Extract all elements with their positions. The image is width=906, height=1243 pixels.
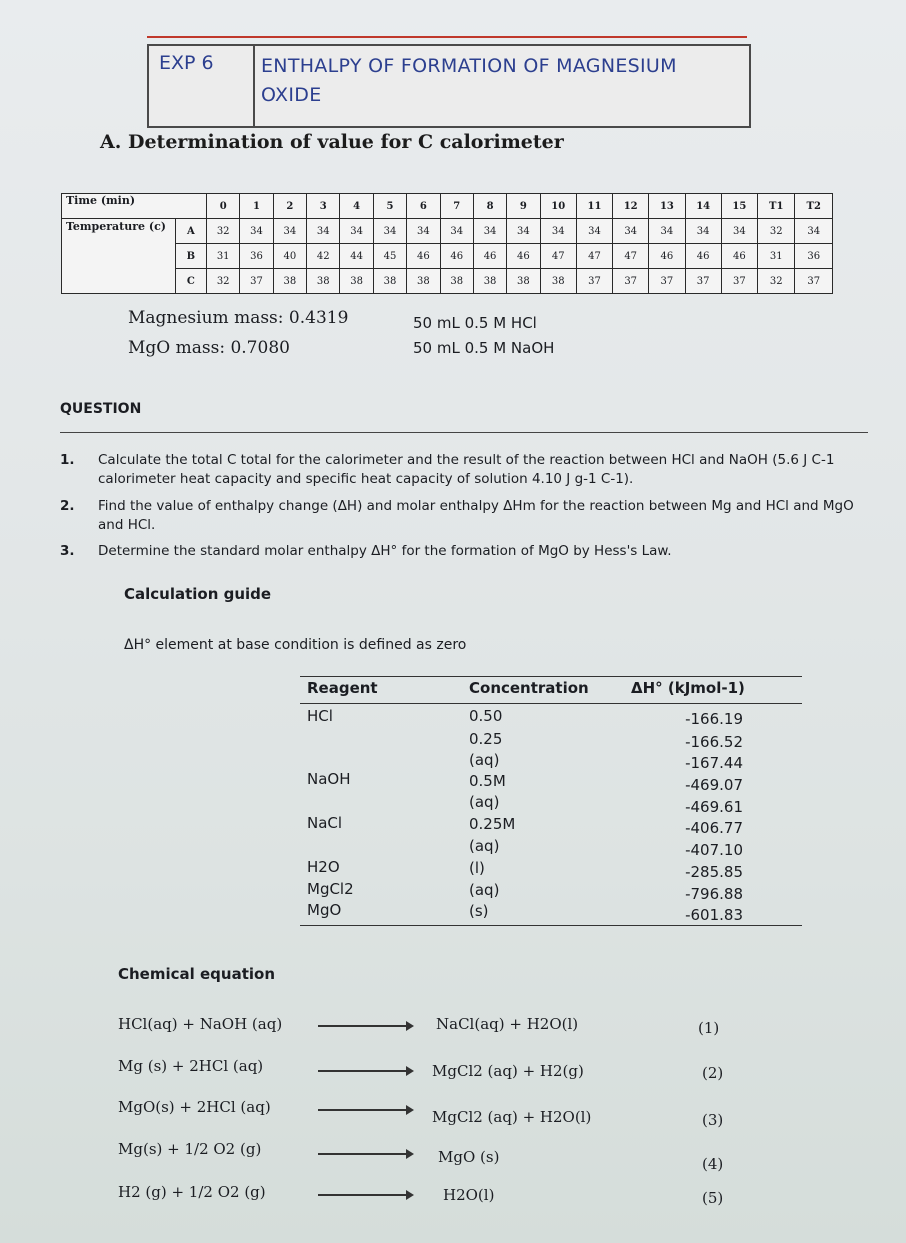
equation-lhs: Mg(s) + 1/2 O2 (g): [118, 1140, 262, 1158]
reagent-name: H2O: [307, 858, 340, 876]
time-header: 11: [576, 194, 612, 219]
equation-lhs: MgO(s) + 2HCl (aq): [118, 1098, 271, 1116]
table-cell: 37: [613, 269, 649, 294]
reagent-enthalpy: -167.44: [685, 754, 743, 772]
question-text: Determine the standard molar enthalpy ΔH° for the formation of MgO by Hess's Law.: [98, 543, 672, 559]
equation-number: (5): [702, 1189, 724, 1207]
table-cell: 34: [795, 219, 833, 244]
equation-number: (3): [702, 1111, 724, 1129]
table-cell: 34: [307, 219, 340, 244]
equation-lhs: Mg (s) + 2HCl (aq): [118, 1057, 264, 1075]
reaction-arrow-icon: [318, 1025, 412, 1027]
equation-rhs: H2O(l): [443, 1186, 495, 1204]
question-text: Find the value of enthalpy change (ΔH) and molar enthalpy ΔHm for the reaction between Mg and HCl and MgO and HCl.: [98, 498, 854, 533]
equation-lhs: H2 (g) + 1/2 O2 (g): [118, 1183, 266, 1201]
table-cell: 42: [307, 244, 340, 269]
mgo-mass: MgO mass: 0.7080: [128, 338, 290, 358]
time-header: T1: [758, 194, 795, 219]
table-cell: 44: [340, 244, 373, 269]
table-cell: 38: [473, 269, 506, 294]
table-row: [62, 244, 833, 269]
time-header: 0: [207, 194, 240, 219]
table-cell: 37: [795, 269, 833, 294]
reagent-name: MgCl2: [307, 880, 354, 898]
table-cell: 47: [540, 244, 576, 269]
question-heading: QUESTION: [60, 401, 142, 417]
table-cell: 34: [613, 219, 649, 244]
reagent-name: NaCl: [307, 814, 343, 832]
time-header: 7: [440, 194, 473, 219]
table-cell: 38: [373, 269, 406, 294]
table-cell: 38: [407, 269, 440, 294]
equation-rhs: MgCl2 (aq) + H2O(l): [432, 1108, 592, 1126]
table-cell: 38: [273, 269, 306, 294]
time-header: 3: [307, 194, 340, 219]
table-cell: 46: [507, 244, 540, 269]
experiment-title: ENTHALPY OF FORMATION OF MAGNESIUM OXIDE: [261, 55, 677, 106]
table-cell: 34: [540, 219, 576, 244]
table-cell: 37: [576, 269, 612, 294]
table-cell: 46: [649, 244, 685, 269]
equation-lhs: HCl(aq) + NaOH (aq): [118, 1015, 283, 1033]
table-cell: 34: [721, 219, 757, 244]
reagent-table-top-rule: [300, 676, 802, 677]
reagent-concentration: (l): [469, 859, 485, 877]
table-cell: 37: [721, 269, 757, 294]
section-a-heading: A. Determination of value for C calorimeter: [100, 131, 564, 153]
table-cell: 36: [795, 244, 833, 269]
table-cell: 38: [340, 269, 373, 294]
table-cell: 32: [207, 269, 240, 294]
table-cell: 46: [685, 244, 721, 269]
table-cell: 46: [407, 244, 440, 269]
time-header: 9: [507, 194, 540, 219]
time-header: 2: [273, 194, 306, 219]
enthalpy-header: ΔH° (kJmol-1): [631, 679, 745, 697]
table-cell: 46: [440, 244, 473, 269]
reagent-name: HCl: [307, 707, 333, 725]
table-cell: 32: [758, 269, 795, 294]
reagent-table-header-rule: [300, 703, 802, 704]
row-label: A: [175, 219, 206, 244]
table-row: [62, 194, 833, 219]
question-number: 2.: [60, 498, 75, 514]
table-row: [62, 269, 833, 294]
table-cell: 34: [473, 219, 506, 244]
equation-number: (4): [702, 1155, 724, 1173]
reagent-enthalpy: -469.61: [685, 798, 743, 816]
table-cell: 38: [307, 269, 340, 294]
chemical-equation-heading: Chemical equation: [118, 965, 276, 983]
table-cell: 38: [440, 269, 473, 294]
table-cell: 34: [507, 219, 540, 244]
table-cell: 34: [240, 219, 273, 244]
header-top-rule: [147, 36, 747, 38]
table-cell: 34: [440, 219, 473, 244]
time-header: 6: [407, 194, 440, 219]
time-label: Time (min): [62, 194, 207, 219]
reagent-concentration: (aq): [469, 751, 500, 769]
reagent-concentration: (aq): [469, 837, 500, 855]
reagent-enthalpy: -166.52: [685, 733, 743, 751]
reagent-enthalpy: -406.77: [685, 819, 743, 837]
time-header: 10: [540, 194, 576, 219]
time-header: 12: [613, 194, 649, 219]
question-item: [60, 497, 870, 537]
reagent-concentration: 0.25M: [469, 815, 516, 833]
reagent-enthalpy: -166.19: [685, 710, 743, 728]
hcl-solution: 50 mL 0.5 M HCl: [413, 314, 537, 332]
table-cell: 37: [240, 269, 273, 294]
table-cell: 37: [649, 269, 685, 294]
reagent-enthalpy: -796.88: [685, 885, 743, 903]
table-cell: 47: [576, 244, 612, 269]
equation-rhs: MgO (s): [438, 1148, 500, 1166]
table-cell: 32: [207, 219, 240, 244]
table-cell: 32: [758, 219, 795, 244]
table-cell: 34: [576, 219, 612, 244]
table-cell: 34: [649, 219, 685, 244]
reaction-arrow-icon: [318, 1070, 412, 1072]
table-cell: 47: [613, 244, 649, 269]
reagent-enthalpy: -407.10: [685, 841, 743, 859]
row-label: B: [175, 244, 206, 269]
table-cell: 31: [758, 244, 795, 269]
reaction-arrow-icon: [318, 1153, 412, 1155]
reagent-enthalpy: -469.07: [685, 776, 743, 794]
time-header: 14: [685, 194, 721, 219]
reagent-concentration: (s): [469, 902, 489, 920]
table-cell: 45: [373, 244, 406, 269]
reagent-concentration: 0.5M: [469, 772, 506, 790]
table-cell: 34: [273, 219, 306, 244]
equation-number: (1): [698, 1019, 720, 1037]
experiment-header-box: [147, 44, 751, 128]
reaction-arrow-icon: [318, 1109, 412, 1111]
time-header: 8: [473, 194, 506, 219]
temperature-data-table: [61, 193, 833, 294]
naoh-solution: 50 mL 0.5 M NaOH: [413, 339, 555, 357]
time-header: 5: [373, 194, 406, 219]
question-item: [60, 542, 870, 562]
question-number: 1.: [60, 452, 75, 468]
reagent-concentration: (aq): [469, 881, 500, 899]
reagent-concentration: 0.50: [469, 707, 503, 725]
reagent-header: Reagent: [307, 679, 378, 697]
question-number: 3.: [60, 543, 75, 559]
reagent-enthalpy: -601.83: [685, 906, 743, 924]
header-divider: [253, 46, 255, 126]
table-cell: 34: [407, 219, 440, 244]
element-definition: ΔH° element at base condition is defined as zero: [124, 637, 467, 653]
table-cell: 36: [240, 244, 273, 269]
time-header: 4: [340, 194, 373, 219]
time-header: T2: [795, 194, 833, 219]
temperature-label: Temperature (c): [62, 219, 176, 294]
table-cell: 38: [540, 269, 576, 294]
table-cell: 34: [373, 219, 406, 244]
equation-number: (2): [702, 1064, 724, 1082]
table-cell: 38: [507, 269, 540, 294]
calculation-guide-heading: Calculation guide: [124, 585, 272, 603]
row-label: C: [175, 269, 206, 294]
table-cell: 46: [721, 244, 757, 269]
table-cell: 40: [273, 244, 306, 269]
time-header: 15: [721, 194, 757, 219]
magnesium-mass: Magnesium mass: 0.4319: [128, 308, 349, 328]
table-cell: 46: [473, 244, 506, 269]
reagent-concentration: (aq): [469, 793, 500, 811]
equation-rhs: NaCl(aq) + H2O(l): [436, 1015, 579, 1033]
time-header: 13: [649, 194, 685, 219]
table-cell: 31: [207, 244, 240, 269]
reaction-arrow-icon: [318, 1194, 412, 1196]
reagent-name: MgO: [307, 901, 342, 919]
reagent-table-bottom-rule: [300, 925, 802, 926]
experiment-number: EXP 6: [159, 52, 214, 74]
time-header: 1: [240, 194, 273, 219]
table-row: [62, 219, 833, 244]
concentration-header: Concentration: [469, 679, 589, 697]
reagent-name: NaOH: [307, 770, 351, 788]
question-divider: [60, 432, 868, 433]
question-text: Calculate the total C total for the calorimeter and the result of the reaction between HCl and NaOH (5.6 J C-1 calorimeter heat capacity and specific heat capacity of solution 4.10 J g-1 C-1).: [98, 452, 835, 487]
question-item: [60, 451, 870, 491]
table-cell: 37: [685, 269, 721, 294]
table-cell: 34: [340, 219, 373, 244]
equation-rhs: MgCl2 (aq) + H2(g): [432, 1062, 584, 1080]
reagent-concentration: 0.25: [469, 730, 503, 748]
reagent-enthalpy: -285.85: [685, 863, 743, 881]
table-cell: 34: [685, 219, 721, 244]
